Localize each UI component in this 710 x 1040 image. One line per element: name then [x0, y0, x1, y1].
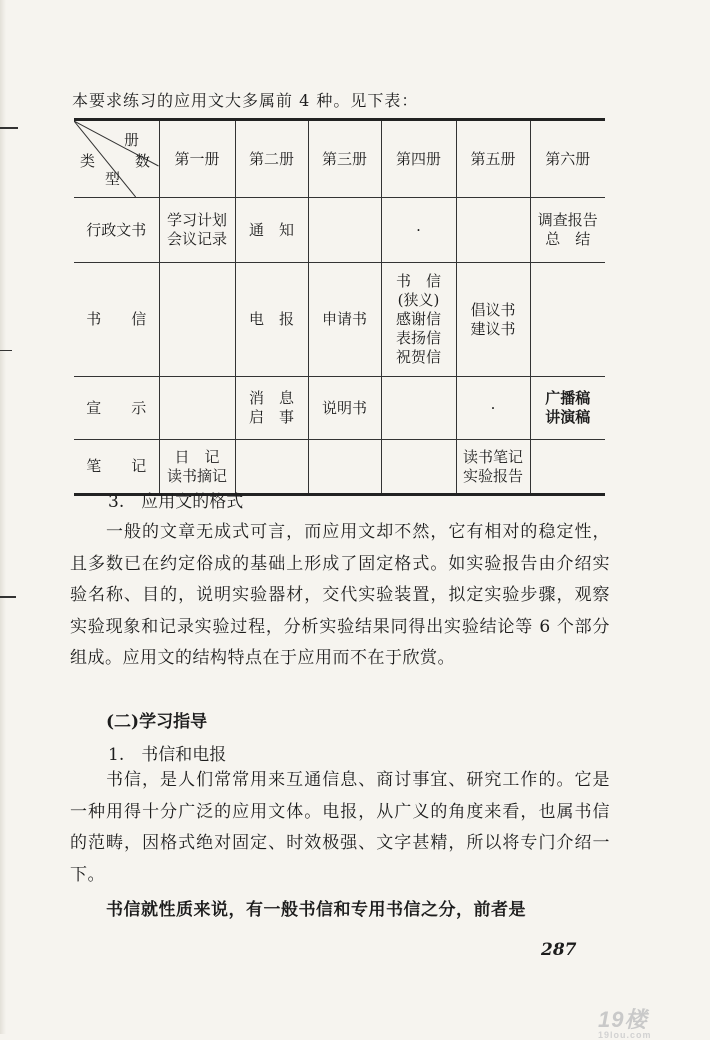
table-cell [308, 198, 381, 263]
watermark-logo: 19楼 [598, 1007, 648, 1032]
body-paragraph: 书信，是人们常常用来互通信息、商讨事宜、研究工作的。它是一种用得十分广泛的应用文体。电报，从广义的角度来看，也属书信的范畴，因格式绝对固定、时效极强、文字甚精，所以将专门介绍一下。 [70, 770, 610, 885]
table-header-row [74, 120, 605, 198]
table-cell [159, 263, 235, 377]
table-cell [381, 377, 456, 440]
table-cell [530, 263, 605, 377]
margin-mark [0, 350, 12, 351]
margin-mark [0, 596, 16, 598]
application-types-table [74, 118, 605, 496]
table-cell [308, 440, 381, 495]
corner-label-volume: 册 [124, 131, 140, 149]
table-cell: 学习计划 会议记录 [159, 198, 235, 263]
table-cell [456, 198, 530, 263]
row-header: 行政文书 [74, 198, 159, 263]
table-cell: · [456, 377, 530, 440]
body-paragraph: 书信就性质来说，有一般书信和专用书信之分，前者是 [106, 900, 526, 920]
site-watermark [598, 1003, 652, 1040]
table-cell: 说明书 [308, 377, 381, 440]
column-header: 第一册 [159, 120, 235, 198]
table-cell: 读书笔记 实验报告 [456, 440, 530, 495]
table-cell: 调查报告 总 结 [530, 198, 605, 263]
table-cell: 广播稿 讲演稿 [530, 377, 605, 440]
section-heading: 3. 应用文的格式 [108, 492, 244, 512]
table-cell [381, 440, 456, 495]
column-header: 第五册 [456, 120, 530, 198]
column-header: 第四册 [381, 120, 456, 198]
table-row [74, 377, 605, 440]
intro-text: 本要求练习的应用文大多属前 4 种。见下表： [72, 91, 419, 110]
margin-mark [0, 127, 18, 129]
table-cell: · [381, 198, 456, 263]
table-cell [530, 440, 605, 495]
column-header: 第六册 [530, 120, 605, 198]
table-cell: 电 报 [235, 263, 308, 377]
section-body: 一般的文章无成式可言，而应用文却不然，它有相对的稳定性，且多数已在约定俗成的基础上形成了固定格式。如实验报告由介绍实验名称、目的，说明实验器材，交代实验装置，拟定实验步骤，观察实验现象和记录实验过程，分析实验结果同得出实验结论等 6 个部分组成。应用文的结构特点在于应用而不在于欣赏。 [70, 522, 610, 668]
table-cell: 倡议书 建议书 [456, 263, 530, 377]
table-row [74, 198, 605, 263]
subsection-heading: 1. 书信和电报 [108, 745, 227, 765]
table-cell [235, 440, 308, 495]
corner-label-type: 型 [105, 170, 121, 188]
column-header: 第二册 [235, 120, 308, 198]
corner-label-number: 数 [135, 152, 151, 170]
corner-label-category: 类 [80, 152, 96, 170]
table-cell: 消 息 启 事 [235, 377, 308, 440]
table-cell: 书 信 (狭义) 感谢信 表扬信 祝贺信 [381, 263, 456, 377]
page-number: 287 [541, 940, 577, 960]
row-header: 笔 记 [74, 440, 159, 495]
watermark-url: 19lou.com [598, 1030, 652, 1040]
table-cell [159, 377, 235, 440]
table-cell: 申请书 [308, 263, 381, 377]
table-row [74, 263, 605, 377]
table-cell: 通 知 [235, 198, 308, 263]
part-heading: (二)学习指导 [106, 712, 208, 732]
row-header: 宣 示 [74, 377, 159, 440]
header-corner-cell [74, 120, 159, 198]
column-header: 第三册 [308, 120, 381, 198]
table-cell: 日 记 读书摘记 [159, 440, 235, 495]
row-header: 书 信 [74, 263, 159, 377]
scan-edge [0, 0, 6, 1034]
